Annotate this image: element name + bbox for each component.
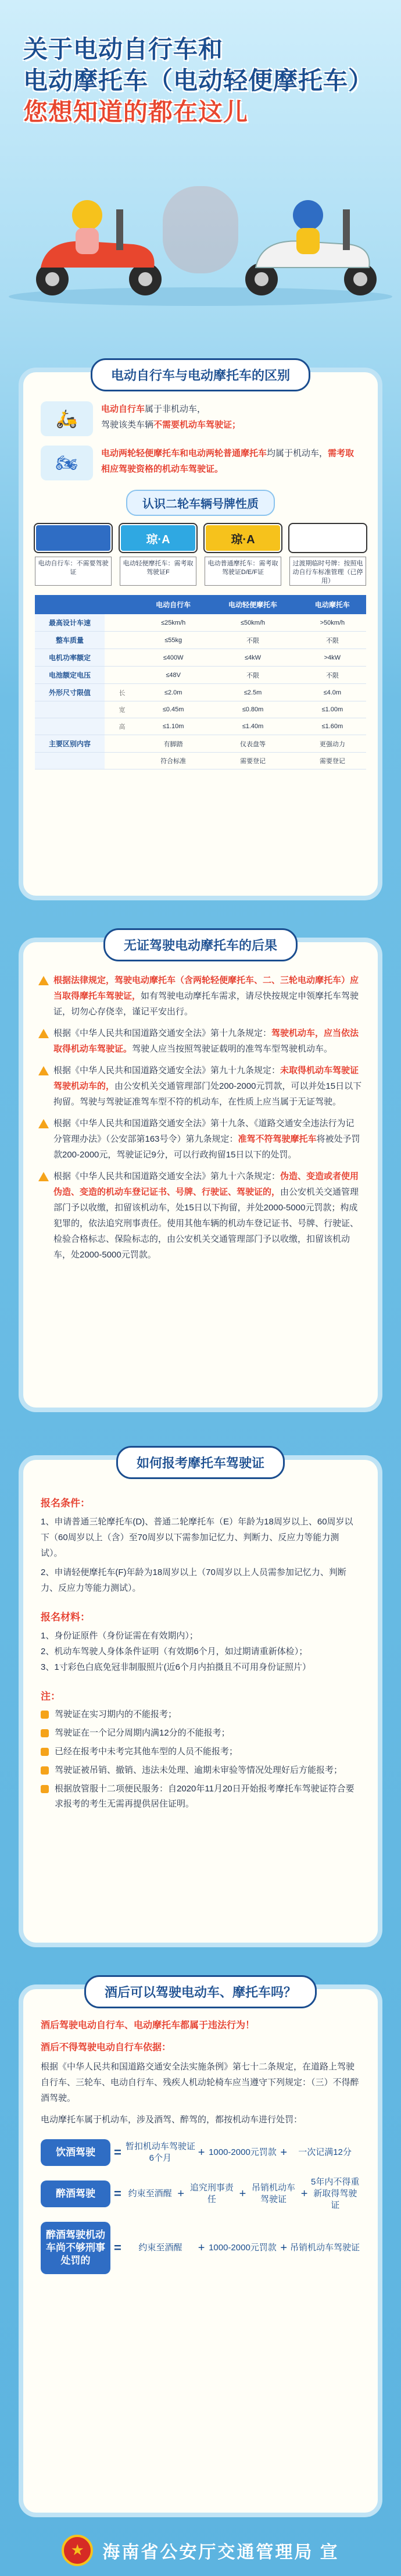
plate-light: 琼·A (120, 524, 196, 552)
item-lead: 根据法律规定， (53, 975, 115, 985)
emoto-row (41, 446, 360, 480)
section-license (23, 1456, 378, 1943)
cell: ≤2.0m (139, 684, 207, 701)
plus-icon: + (280, 2146, 288, 2159)
table-head (35, 595, 105, 614)
warning-icon (38, 1029, 49, 1038)
note-item (41, 1782, 360, 1812)
cell: 需要登记 (207, 753, 298, 769)
cell: ≤0.80m (207, 701, 298, 718)
row-head (35, 753, 105, 769)
cell: 不限 (207, 667, 298, 684)
section-difference (23, 368, 378, 896)
warning-icon (38, 1066, 49, 1075)
penalty-value: 约束至酒醒 (138, 2243, 182, 2253)
penalty-value: 1000-2000元罚款 (209, 2147, 277, 2157)
bullet-icon (41, 1785, 49, 1793)
plate-title: 认识二轮车辆号牌性质 (126, 490, 275, 516)
cell: ≤48V (139, 667, 207, 684)
table-head: 电动轻便摩托车 (207, 595, 298, 614)
note-text: 已经在报考中未考完其他车型的人员不能报考； (55, 1747, 238, 1756)
penalty-row (41, 2222, 360, 2274)
material-item: 1、身份证原件（身份证需在有效期内）； (41, 1631, 198, 1641)
penalty-list (41, 2139, 360, 2274)
section-difference-title: 电动自行车与电动摩托车的区别 (91, 358, 310, 391)
penalty-value: 暂扣机动车驾驶证6个月 (125, 2142, 195, 2163)
equals-icon: = (114, 2145, 121, 2160)
ebike-icon: 🛵 (41, 401, 93, 436)
table-row (35, 632, 366, 649)
row-head: 最高设计车速 (35, 614, 105, 632)
table-row (35, 614, 366, 632)
penalty-value: 吊销机动车驾驶证 (290, 2243, 360, 2253)
penalty-row (41, 2176, 360, 2211)
penalty-value: 一次记满12分 (298, 2147, 352, 2157)
table-row (35, 735, 366, 753)
item-key: 驾驶电动摩托车（含两轮轻便摩托车、二、三轮电动摩托车）应当取得摩托车驾驶证， (53, 975, 359, 1001)
note-item (41, 1726, 360, 1741)
cell: >4kW (299, 649, 366, 667)
cell: 更强动力 (299, 735, 366, 753)
ebike-license: 不需要机动车驾驶证； (153, 420, 241, 430)
emoto-text (101, 446, 360, 477)
drinking-content (23, 1989, 378, 2274)
material-item: 2、机动车驾驶人身体条件证明（有效期6个月，如过期请重新体检）； (41, 1647, 308, 1656)
table-row (35, 718, 366, 735)
table-header (35, 595, 366, 614)
section-consequence (23, 938, 378, 1408)
row-head (35, 701, 105, 718)
cell: ≤25km/h (139, 614, 207, 632)
cell: >50km/h (299, 614, 366, 632)
hero-illustration (0, 174, 401, 308)
row-head: 外形尺寸限值 (35, 684, 105, 701)
row-sub: 高 (105, 718, 139, 735)
plus-icon: + (239, 2187, 246, 2200)
table-body (35, 614, 366, 769)
footer-text: 海南省公安厅交通管理局 宣 (102, 2542, 339, 2562)
row-sub: 宽 (105, 701, 139, 718)
note-text: 驾驶证在一个记分周期内满12分的不能报考； (55, 1728, 230, 1738)
comparison-table (35, 595, 366, 769)
bullet-icon (41, 1766, 49, 1775)
consequence-item (38, 972, 363, 1020)
ebike-desc: 属于非机动车， (145, 404, 206, 414)
row-head (35, 718, 105, 735)
item-lead: 根据《中华人民共和国道路交通安全法》第九十六条规定： (53, 1171, 281, 1181)
cell: ≤4.0m (299, 684, 366, 701)
table-head: 电动摩托车 (299, 595, 366, 614)
penalty-value: 5年内不得重新取得驾驶证 (311, 2177, 360, 2210)
row-sub (105, 753, 139, 769)
item-rest: 由公安机关交通管理部门予以收缴，扣留该机动车，处15日以下拘留，并处2000-5000元罚款；构成犯罪的，依法追究刑事责任。使用其他车辆的机动车登记证书、号牌、行驶证、检验合格标志、保险标志的，由公安机关交通管理部门予以收缴，扣留该机动车，处2000-5000元罚款。 (53, 1187, 359, 1260)
cell: ≤1.00m (299, 701, 366, 718)
hero-title (23, 34, 373, 128)
penalty-type: 饮酒驾驶 (41, 2139, 110, 2166)
consequence-item (38, 1025, 363, 1057)
row-sub (105, 614, 139, 632)
hero-line-2: 电动摩托车（电动轻便摩托车） (23, 67, 374, 94)
plates (23, 524, 378, 586)
plus-icon: + (177, 2187, 185, 2200)
row-head: 电机功率额定 (35, 649, 105, 667)
cell: 有脚踏 (139, 735, 207, 753)
row-sub: 长 (105, 684, 139, 701)
note-item (41, 1763, 360, 1778)
row-head: 主要区别内容 (35, 735, 105, 753)
table-row (35, 649, 366, 667)
plus-icon: + (300, 2187, 308, 2200)
note-text: 驾驶证被吊销、撤销、违法未处理、逾期未审验等情况处理好后方能报考； (55, 1765, 343, 1775)
white-scooter-icon (245, 200, 377, 295)
cell: ≤2.5m (207, 684, 298, 701)
row-head: 整车质量 (35, 632, 105, 649)
plus-icon: + (198, 2146, 205, 2159)
penalty-value: 吊销机动车驾驶证 (252, 2183, 296, 2204)
cell: ≤1.60m (299, 718, 366, 735)
plate-2 (120, 524, 196, 586)
plate-4 (289, 524, 366, 586)
emoto-term: 电动两轮轻便摩托车和电动两轮普通摩托车 (101, 448, 267, 458)
penalty-row (41, 2139, 360, 2166)
item-key: 伪造、变造或者使用伪造、变造的机动车登记证书、号牌、行驶证、驾驶证的， (53, 1171, 359, 1197)
section-consequence-title: 无证驾驶电动摩托车的后果 (103, 928, 298, 961)
notes-title: 注： (41, 1691, 60, 1702)
consequence-item (38, 1063, 363, 1110)
equals-icon: = (114, 2186, 121, 2201)
cell: ≤1.10m (139, 718, 207, 735)
row-sub (105, 649, 139, 667)
table-head: 电动自行车 (139, 595, 207, 614)
footer (0, 2524, 401, 2576)
penalty-value: 追究刑事责任 (189, 2183, 234, 2204)
hero-line-3: 您想知道的都在这儿 (23, 98, 249, 126)
condition-item: 2、申请轻便摩托车(F)年龄为18周岁以上（70周岁以上人员需参加记忆力、判断力、反应力等能力测试）。 (41, 1567, 346, 1593)
item-lead: 根据《中华人民共和国道路交通安全法》第九十九条规定： (53, 1066, 281, 1075)
plate-desc: 电动自行车：不需要驾驶证 (35, 557, 112, 586)
penalty-type: 醉酒驾驶 (41, 2180, 110, 2207)
section-drinking-title: 酒后可以驾驶电动车、摩托车吗？ (84, 1975, 317, 2008)
conditions-title: 报名条件： (41, 1498, 90, 1509)
consequence-item (38, 1116, 363, 1163)
table-row (35, 753, 366, 769)
materials-title: 报名材料： (41, 1612, 90, 1623)
drinking-headline: 酒后驾驶电动自行车、电动摩托车都属于违法行为！ (41, 2021, 255, 2030)
plate-ebike (35, 524, 112, 552)
plate-3 (205, 524, 281, 586)
hero-banner (0, 0, 401, 302)
condition-item: 1、申请普通三轮摩托车(D)、普通二轮摩托车（E）年龄为18周岁以上、60周岁以下（60周岁以上（含）至70周岁以下需参加记忆力、判断力、反应力等能力测试）。 (41, 1517, 353, 1558)
section-license-title: 如何报考摩托车驾驶证 (116, 1446, 285, 1479)
plate-desc: 电动轻便摩托车：需考取驾驶证F (120, 557, 196, 586)
cell: 不限 (207, 632, 298, 649)
ebike-row (41, 401, 360, 436)
item-rest: 驾驶人应当按照驾驶证载明的准驾车型驾驶机动车。 (132, 1044, 333, 1054)
penalty-type: 醉酒驾驶机动车尚不够刑事处罚的 (41, 2222, 110, 2274)
ebike-drive: 驾驶该类车辆 (101, 420, 154, 430)
note-text: 驾驶证在实习期内的不能报考； (55, 1709, 177, 1719)
table-row (35, 667, 366, 684)
cell: ≤0.45m (139, 701, 207, 718)
warning-icon (38, 1172, 49, 1181)
item-rest: 如有驾驶电动摩托车需求，请尽快按规定申领摩托车驾驶证，切勿心存侥幸，谨记平安出行。 (53, 991, 359, 1017)
notes-list (41, 1707, 360, 1812)
plus-icon: + (280, 2241, 288, 2254)
plate-moto: 琼·A (205, 524, 281, 552)
item-key: 准驾不符驾驶摩托车 (238, 1134, 317, 1144)
material-item: 3、1寸彩色白底免冠非制服照片(近6个月内拍摄且不可用身份证照片） (41, 1662, 312, 1672)
plate-desc: 过渡期临时号牌：按照电动自行车标准管理（已停用） (289, 557, 366, 586)
row-sub (105, 632, 139, 649)
item-rest: 将被处予罚款200-2000元，驾驶证记9分，可以行政拘留15日以下的处罚。 (53, 1134, 360, 1160)
cell: ≤4kW (207, 649, 298, 667)
section-drinking (23, 1985, 378, 2513)
penalty-value: 1000-2000元罚款 (209, 2243, 277, 2253)
warning-icon (38, 976, 49, 985)
note-item (41, 1707, 360, 1722)
row-sub (105, 735, 139, 753)
emoto-desc: 均属于机动车， (267, 448, 328, 458)
table-row (35, 684, 366, 701)
note-item (41, 1744, 360, 1759)
ebike-term: 电动自行车 (101, 404, 145, 414)
consequence-list (23, 942, 378, 1263)
drinking-moto: 电动摩托车属于机动车，涉及酒驾、醉驾的，都按机动车进行处罚： (41, 2115, 303, 2125)
plate-title-wrap (23, 490, 378, 516)
consequence-item (38, 1168, 363, 1263)
cell: 仪表盘等 (207, 735, 298, 753)
plate-1 (35, 524, 112, 586)
hero-line-1: 关于电动自行车和 (23, 35, 224, 63)
bullet-icon (41, 1748, 49, 1756)
cell: 不限 (299, 667, 366, 684)
bullet-icon (41, 1711, 49, 1719)
plus-icon: + (198, 2241, 205, 2254)
item-key: 未取得机动车驾驶证驾驶机动车的， (53, 1066, 359, 1091)
item-lead: 根据《中华人民共和国道路交通安全法》第十九条、《道路交通安全违法行为记分管理办法》（公安部第163号令）第九条规定： (53, 1118, 355, 1144)
table-head (105, 595, 139, 614)
cell: ≤400W (139, 649, 207, 667)
drinking-basis: 根据《中华人民共和国道路交通安全法实施条例》第七十二条规定，在道路上驾驶自行车、三轮车、电动自行车、残疾人机动轮椅车应当遵守下列规定：（三）不得醉酒驾驶。 (41, 2062, 359, 2103)
cell: 不限 (299, 632, 366, 649)
plate-desc: 电动普通摩托车：需考取驾驶证D/E/F证 (205, 557, 281, 586)
emoto-license: 需考取相应驾驶资格的机动车驾驶证。 (101, 448, 355, 474)
table-row (35, 701, 366, 718)
cell: 需要登记 (299, 753, 366, 769)
cell: ≤1.40m (207, 718, 298, 735)
cell: 符合标准 (139, 753, 207, 769)
penalty-value: 约束至酒醒 (128, 2189, 172, 2199)
item-lead: 根据《中华人民共和国道路交通安全法》第十九条规定： (53, 1028, 272, 1038)
emoto-icon: 🏍 (41, 446, 93, 480)
bullet-icon (41, 1729, 49, 1737)
row-sub (105, 667, 139, 684)
drinking-basis-title: 酒后不得驾驶电动自行车依据： (41, 2043, 171, 2053)
plate-temp (289, 524, 366, 552)
police-emblem-icon: ★ (62, 2535, 93, 2566)
item-key: 驾驶机动车，应当依法取得机动车驾驶证。 (53, 1028, 359, 1054)
red-scooter-icon (36, 200, 162, 295)
ebike-text (101, 401, 360, 433)
row-head: 电池额定电压 (35, 667, 105, 684)
cell: ≤50km/h (207, 614, 298, 632)
item-rest: 由公安机关交通管理部门处200-2000元罚款，可以并处15日以下拘留。驾驶与驾驶证准驾车型不符的机动车，在性质上应当属于无证驾驶。 (53, 1081, 362, 1107)
note-text: 根据放管服十二项便民服务：自2020年11月20日开始报考摩托车驾驶证符合要求报考的考生无需再提供居住证明。 (55, 1784, 355, 1809)
warning-icon (38, 1119, 49, 1128)
equals-icon: = (114, 2240, 121, 2255)
license-content (23, 1460, 378, 1812)
cell: ≤55kg (139, 632, 207, 649)
